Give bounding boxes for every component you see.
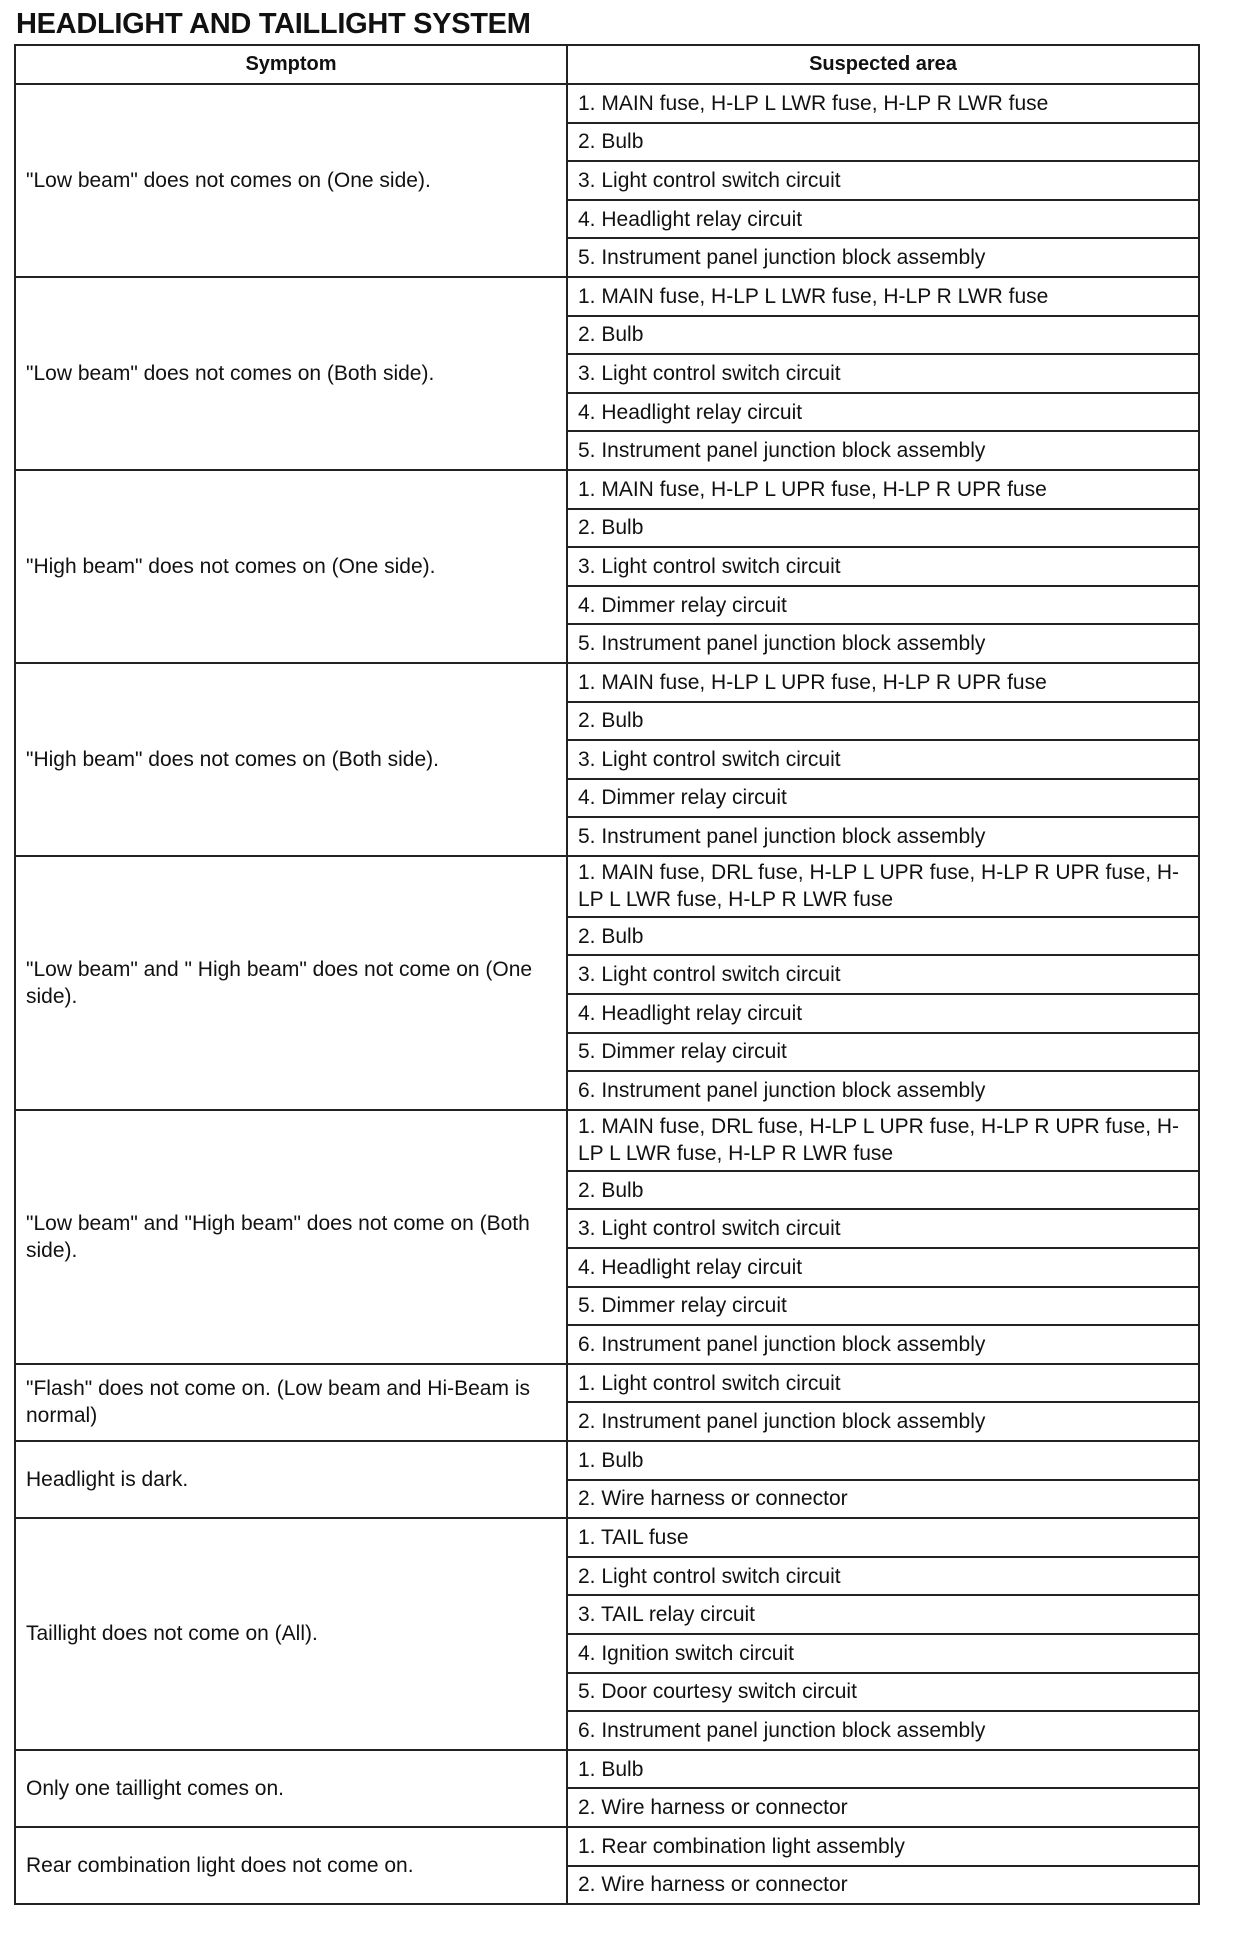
- suspected-area-cell: 1. MAIN fuse, H-LP L UPR fuse, H-LP R UPR fuse: [567, 470, 1199, 509]
- suspected-area-cell: 5. Instrument panel junction block assembly: [567, 431, 1199, 470]
- suspected-area-cell: 1. Bulb: [567, 1441, 1199, 1480]
- suspected-area-cell: 3. Light control switch circuit: [567, 955, 1199, 994]
- symptom-cell: "Low beam" does not comes on (Both side).: [15, 277, 567, 470]
- table-row: [15, 1827, 1199, 1866]
- suspected-area-cell: 2. Bulb: [567, 917, 1199, 956]
- suspected-area-cell: 1. Rear combination light assembly: [567, 1827, 1199, 1866]
- suspected-area-cell: 6. Instrument panel junction block assembly: [567, 1071, 1199, 1110]
- suspected-area-cell: 2. Wire harness or connector: [567, 1866, 1199, 1905]
- symptom-cell: Only one taillight comes on.: [15, 1750, 567, 1827]
- suspected-area-cell: 5. Instrument panel junction block assembly: [567, 817, 1199, 856]
- table-row: [15, 1518, 1199, 1557]
- symptom-cell: Taillight does not come on (All).: [15, 1518, 567, 1750]
- symptom-cell: "Low beam" does not comes on (One side).: [15, 84, 567, 277]
- table-row: [15, 470, 1199, 509]
- page-title: HEADLIGHT AND TAILLIGHT SYSTEM: [16, 8, 531, 40]
- suspected-area-cell: 6. Instrument panel junction block assembly: [567, 1711, 1199, 1750]
- suspected-area-cell: 3. Light control switch circuit: [567, 740, 1199, 779]
- suspected-area-cell: 4. Headlight relay circuit: [567, 994, 1199, 1033]
- symptom-cell: "Low beam" and "High beam" does not come on (Both side).: [15, 1110, 567, 1364]
- suspected-area-cell: 4. Headlight relay circuit: [567, 393, 1199, 432]
- suspected-area-cell: 5. Instrument panel junction block assembly: [567, 624, 1199, 663]
- suspected-area-cell: 4. Headlight relay circuit: [567, 200, 1199, 239]
- suspected-area-column-header: Suspected area: [567, 45, 1199, 84]
- table-row: [15, 1441, 1199, 1480]
- table-row: [15, 856, 1199, 917]
- table-row: [15, 1110, 1199, 1171]
- suspected-area-cell: 5. Instrument panel junction block assembly: [567, 238, 1199, 277]
- suspected-area-cell: 1. MAIN fuse, DRL fuse, H-LP L UPR fuse, H-LP R UPR fuse, H-LP L LWR fuse, H-LP R LWR fuse: [567, 856, 1199, 917]
- symptom-cell: "High beam" does not comes on (One side).: [15, 470, 567, 663]
- troubleshooting-table: [14, 44, 1200, 1905]
- suspected-area-cell: 1. MAIN fuse, H-LP L LWR fuse, H-LP R LWR fuse: [567, 277, 1199, 316]
- suspected-area-cell: 1. Light control switch circuit: [567, 1364, 1199, 1403]
- suspected-area-cell: 2. Bulb: [567, 509, 1199, 548]
- suspected-area-cell: 4. Dimmer relay circuit: [567, 586, 1199, 625]
- table-header-row: [15, 45, 1199, 84]
- symptom-cell: "Low beam" and " High beam" does not come on (One side).: [15, 856, 567, 1110]
- suspected-area-cell: 4. Ignition switch circuit: [567, 1634, 1199, 1673]
- suspected-area-cell: 1. MAIN fuse, H-LP L LWR fuse, H-LP R LWR fuse: [567, 84, 1199, 123]
- symptom-cell: "High beam" does not comes on (Both side).: [15, 663, 567, 856]
- suspected-area-cell: 6. Instrument panel junction block assembly: [567, 1325, 1199, 1364]
- suspected-area-cell: 4. Headlight relay circuit: [567, 1248, 1199, 1287]
- suspected-area-cell: 1. MAIN fuse, H-LP L UPR fuse, H-LP R UPR fuse: [567, 663, 1199, 702]
- suspected-area-cell: 1. TAIL fuse: [567, 1518, 1199, 1557]
- suspected-area-cell: 2. Wire harness or connector: [567, 1480, 1199, 1519]
- table-row: [15, 1750, 1199, 1789]
- suspected-area-cell: 2. Bulb: [567, 316, 1199, 355]
- suspected-area-cell: 3. Light control switch circuit: [567, 1209, 1199, 1248]
- suspected-area-cell: 3. Light control switch circuit: [567, 547, 1199, 586]
- suspected-area-cell: 5. Dimmer relay circuit: [567, 1287, 1199, 1326]
- suspected-area-cell: 1. MAIN fuse, DRL fuse, H-LP L UPR fuse, H-LP R UPR fuse, H-LP L LWR fuse, H-LP R LWR fuse: [567, 1110, 1199, 1171]
- suspected-area-cell: 1. Bulb: [567, 1750, 1199, 1789]
- suspected-area-cell: 3. TAIL relay circuit: [567, 1595, 1199, 1634]
- table-row: [15, 663, 1199, 702]
- suspected-area-cell: 2. Bulb: [567, 702, 1199, 741]
- suspected-area-cell: 2. Instrument panel junction block assembly: [567, 1402, 1199, 1441]
- suspected-area-cell: 2. Wire harness or connector: [567, 1788, 1199, 1827]
- suspected-area-cell: 3. Light control switch circuit: [567, 354, 1199, 393]
- symptom-cell: "Flash" does not come on. (Low beam and Hi-Beam is normal): [15, 1364, 567, 1441]
- table-row: [15, 84, 1199, 123]
- suspected-area-cell: 2. Bulb: [567, 1171, 1199, 1210]
- suspected-area-cell: 2. Light control switch circuit: [567, 1557, 1199, 1596]
- symptom-column-header: Symptom: [15, 45, 567, 84]
- symptom-cell: Rear combination light does not come on.: [15, 1827, 567, 1904]
- symptom-cell: Headlight is dark.: [15, 1441, 567, 1518]
- table-row: [15, 277, 1199, 316]
- table-row: [15, 1364, 1199, 1403]
- table-body: [15, 84, 1199, 1904]
- suspected-area-cell: 5. Door courtesy switch circuit: [567, 1673, 1199, 1712]
- suspected-area-cell: 3. Light control switch circuit: [567, 161, 1199, 200]
- suspected-area-cell: 5. Dimmer relay circuit: [567, 1033, 1199, 1072]
- suspected-area-cell: 2. Bulb: [567, 123, 1199, 162]
- suspected-area-cell: 4. Dimmer relay circuit: [567, 779, 1199, 818]
